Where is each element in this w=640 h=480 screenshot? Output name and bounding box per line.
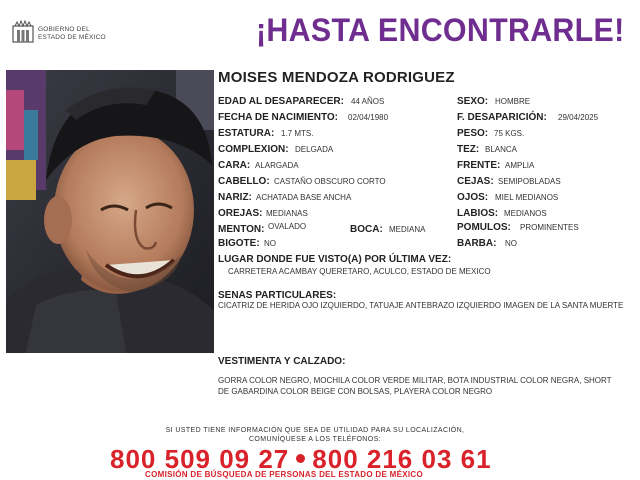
phone-number-1: 800 509 09 27	[110, 444, 290, 474]
state-government-logo	[12, 20, 122, 46]
value-sexo: HOMBRE	[495, 97, 531, 106]
clothing-label: VESTIMENTA Y CALZADO:	[218, 356, 346, 367]
value-cara: ALARGADA	[255, 161, 299, 170]
label-boca: BOCA:	[350, 224, 383, 235]
value-f-desaparicion: 29/04/2025	[558, 113, 599, 122]
logo-text-line2: ESTADO DE MÉXICO	[38, 34, 106, 41]
last-seen-text: CARRETERA ACAMBAY QUERETARO, ACULCO, ESTADO DE MEXICO	[228, 267, 491, 276]
label-fecha-nacimiento: FECHA DE NACIMIENTO:	[218, 112, 338, 123]
value-edad: 44 AÑOS	[351, 97, 385, 106]
value-cejas: SEMIPOBLADAS	[498, 177, 561, 186]
label-orejas: OREJAS:	[218, 208, 263, 219]
label-ojos: OJOS:	[457, 192, 489, 203]
label-complexion: COMPLEXION:	[218, 144, 289, 155]
label-cabello: CABELLO:	[218, 176, 270, 187]
label-sexo: SEXO:	[457, 96, 489, 107]
last-seen-label: LUGAR DONDE FUE VISTO(A) POR ÚLTIMA VEZ:	[218, 254, 452, 265]
particulars-label: SENAS PARTICULARES:	[218, 290, 337, 301]
person-name: MOISES MENDOZA RODRIGUEZ	[218, 69, 455, 86]
value-bigote: NO	[264, 239, 276, 248]
label-frente: FRENTE:	[457, 160, 501, 171]
label-f-desaparicion: F. DESAPARICIÓN:	[457, 112, 547, 123]
label-peso: PESO:	[457, 128, 489, 139]
label-nariz: NARIZ:	[218, 192, 252, 203]
clothing-text: GORRA COLOR NEGRO, MOCHILA COLOR VERDE MILITAR, BOTA INDUSTRIAL COLOR NEGRA, SHORT DE GABARDINA COLOR BEIGE CON BOLSAS, PLAYERA COLOR NEGRO	[218, 376, 612, 396]
value-nariz: ACHATADA BASE ANCHA	[256, 193, 352, 202]
value-peso: 75 KGS.	[494, 129, 525, 138]
label-barba: BARBA:	[457, 238, 497, 249]
missing-person-photo	[6, 70, 214, 353]
value-barba: NO	[505, 239, 517, 248]
label-cara: CARA:	[218, 160, 251, 171]
value-menton: OVALADO	[268, 222, 307, 231]
value-complexion: DELGADA	[295, 145, 334, 154]
value-tez: BLANCA	[485, 145, 518, 154]
label-pomulos: POMULOS:	[457, 222, 511, 233]
label-tez: TEZ:	[457, 144, 480, 155]
particulars-text: CICATRIZ DE HERIDA OJO IZQUIERDO, TATUAJE ANTEBRAZO IZQUIERDO IMAGEN DE LA SANTA MUERTE	[218, 301, 624, 310]
value-estatura: 1.7 MTS.	[281, 129, 314, 138]
value-boca: MEDIANA	[389, 225, 426, 234]
contact-note-line1: SI USTED TIENE INFORMACIÓN QUE SEA DE UTILIDAD PARA SU LOCALIZACIÓN,	[165, 427, 465, 434]
commission-name: COMISIÓN DE BÚSQUEDA DE PERSONAS DEL ESTADO DE MÉXICO	[145, 470, 424, 479]
label-estatura: ESTATURA:	[218, 128, 275, 139]
value-frente: AMPLIA	[505, 161, 535, 170]
logo-text-line1: GOBIERNO DEL	[38, 26, 90, 33]
bullet-dot-icon	[296, 454, 305, 463]
label-menton: MENTON:	[218, 224, 265, 235]
value-fecha-nacimiento: 02/04/1980	[348, 113, 389, 122]
phone-number-2: 800 216 03 61	[312, 444, 492, 474]
value-ojos: MIEL MEDIANOS	[495, 193, 559, 202]
label-bigote: BIGOTE:	[218, 238, 260, 249]
state-emblem-icon	[12, 20, 34, 44]
value-pomulos: PROMINENTES	[520, 223, 579, 232]
contact-note-line2: COMUNÍQUESE A LOS TELÉFONOS:	[248, 436, 382, 443]
value-cabello: CASTAÑO OBSCURO CORTO	[274, 177, 386, 186]
value-orejas: MEDIANAS	[266, 209, 308, 218]
headline: ¡HASTA ENCONTRARLE!	[256, 12, 625, 48]
value-labios: MEDIANOS	[504, 209, 547, 218]
label-labios: LABIOS:	[457, 208, 499, 219]
label-edad: EDAD AL DESAPARECER:	[218, 96, 344, 107]
label-cejas: CEJAS:	[457, 176, 494, 187]
